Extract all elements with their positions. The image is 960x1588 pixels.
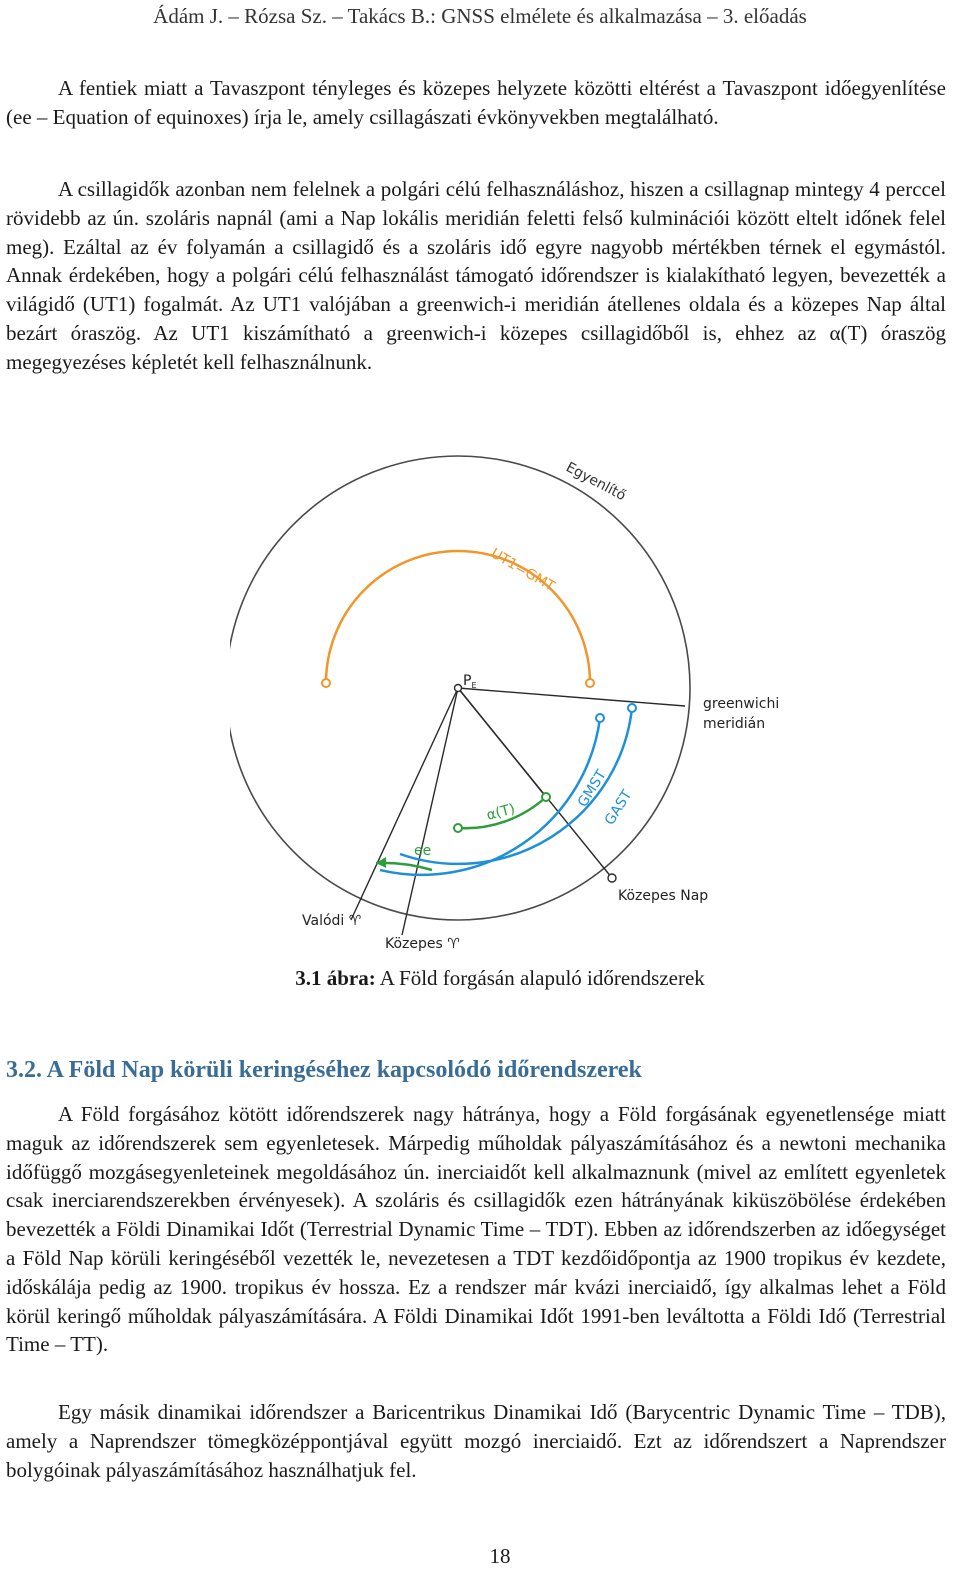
gmst-label: GMST xyxy=(574,767,610,811)
ee-label: ee xyxy=(414,843,432,859)
page-number: 18 xyxy=(489,1544,511,1568)
alpha-start-marker xyxy=(542,793,550,801)
line-to-alpha xyxy=(458,688,546,797)
running-header: Ádám J. – Rózsa Sz. – Takács B.: GNSS elmélete és alkalmazása – 3. előadás xyxy=(153,4,807,28)
pole-point xyxy=(455,685,462,692)
ut1-end-marker xyxy=(586,679,594,687)
line-to-valodi-aries xyxy=(351,688,458,920)
gast-end-marker xyxy=(628,704,636,712)
line-to-greenwich xyxy=(458,688,685,706)
figure-caption-number: 3.1 ábra: xyxy=(295,966,376,990)
gmst-arc xyxy=(380,718,600,875)
kozepes-aries-label: Közepes ♈ xyxy=(385,936,460,952)
paragraph-barycentric-time: Egy másik dinamikai időrendszer a Baricentrikus Dinamikai Idő (Barycentric Dynamic Time – TDB), amely a Naprendszer tömegközéppontjával együtt mozgó inerciaidő. Ezt az időrendszert a Naprendszer bolygóinak pályaszámításához használhatjuk fel. xyxy=(6,1400,946,1482)
valodi-aries-label: Valódi ♈ xyxy=(302,913,362,929)
pole-label: $P_E$ xyxy=(463,673,477,690)
alpha-end-marker xyxy=(454,824,462,832)
ut1-gmt-arc xyxy=(326,551,590,683)
egyenlito-label: Egyenlítő xyxy=(563,459,629,505)
ut1-gmt-label: UT1=GMT xyxy=(488,545,558,595)
paragraph-dynamic-time: A Föld forgásához kötött időrendszerek nagy hátránya, hogy a Föld forgásának egyenetlensége miatt maguk az időrendszerek sem egyenletesek. Márpedig műholdak pályaszámításához és a newtoni mechanika időfüggő mozgásegyenleteinek megoldásához ún. inerciaidőt kell alkalmaznunk (mivel az említett egyenletek csak inerciarendszerekben érvényesek). A szoláris és csillagidők ezen hátrányának kiküszöbölése érdekében bevezették a Földi Dinamikai Időt (Terrestrial Dynamic Time – TDT). Ebben az időrendszerben az időegységet a Föld Nap körüli keringéséből vezették le, nevezetesen a TDT kezdőidőpontja az 1900 tropikus év kezdete, időskálája pedig az 1900. tropikus év hossza. Ez a rendszer már kvázi inerciaidő, így alkalmas lehet a Föld körül keringő műholdak pályaszámítására. A Földi Dinamikai Időt 1991-ben leváltotta a Földi Idő (Terrestrial Time – TT). xyxy=(6,1102,946,1357)
kozepes-nap-point xyxy=(608,874,616,882)
alpha-label: α(T) xyxy=(484,800,517,824)
paragraph-sidereal-vs-solar: A csillagidők azonban nem felelnek a polgári célú felhasználáshoz, hiszen a csillagnap mintegy 4 perccel rövidebb az ún. szoláris napnál (ami a Nap lokális meridián feletti felső kulminációi között eltelt időnek felel meg). Ezáltal az év folyamán a csillagidő és a szoláris idő egyre nagyobb mértékben térnek el egymástól. Annak érdekében, hogy a polgári célú felhasználást támogató időrendszer is kialakítható legyen, bevezették a világidő (UT1) fogalmát. Az UT1 valójában a greenwich-i meridián átellenes oldala és a közepes Nap által bezárt óraszög. Az UT1 kiszámítható a greenwich-i közepes csillagidőből is, ehhez az α(T) óraszög megegyezéses képletét kell felhasználnunk. xyxy=(6,177,946,374)
greenwich-label-line1: greenwichi xyxy=(703,696,780,712)
kozepes-nap-label: Közepes Nap xyxy=(618,888,709,904)
figure-caption-text: A Föld forgásán alapuló időrendszerek xyxy=(375,966,705,990)
section-title: 3.2. A Föld Nap körüli keringéséhez kapcsolódó időrendszerek xyxy=(6,1057,642,1083)
ut1-start-marker xyxy=(322,679,330,687)
time-systems-figure xyxy=(230,450,790,965)
paragraph-equation-of-equinoxes: A fentiek miatt a Tavaszpont tényleges és közepes helyzete közötti eltérést a Tavaszpont időegyenlítése (ee – Equation of equinoxes) írja le, amely csillagászati évkönyvekben megtalálható. xyxy=(6,76,946,129)
line-to-kozepes-aries xyxy=(402,688,458,935)
gmst-end-marker xyxy=(596,714,604,722)
gast-label: GAST xyxy=(601,787,636,829)
greenwich-label-line2: meridián xyxy=(703,716,766,732)
ee-arrowhead xyxy=(376,857,386,868)
figure-caption xyxy=(0,966,960,991)
